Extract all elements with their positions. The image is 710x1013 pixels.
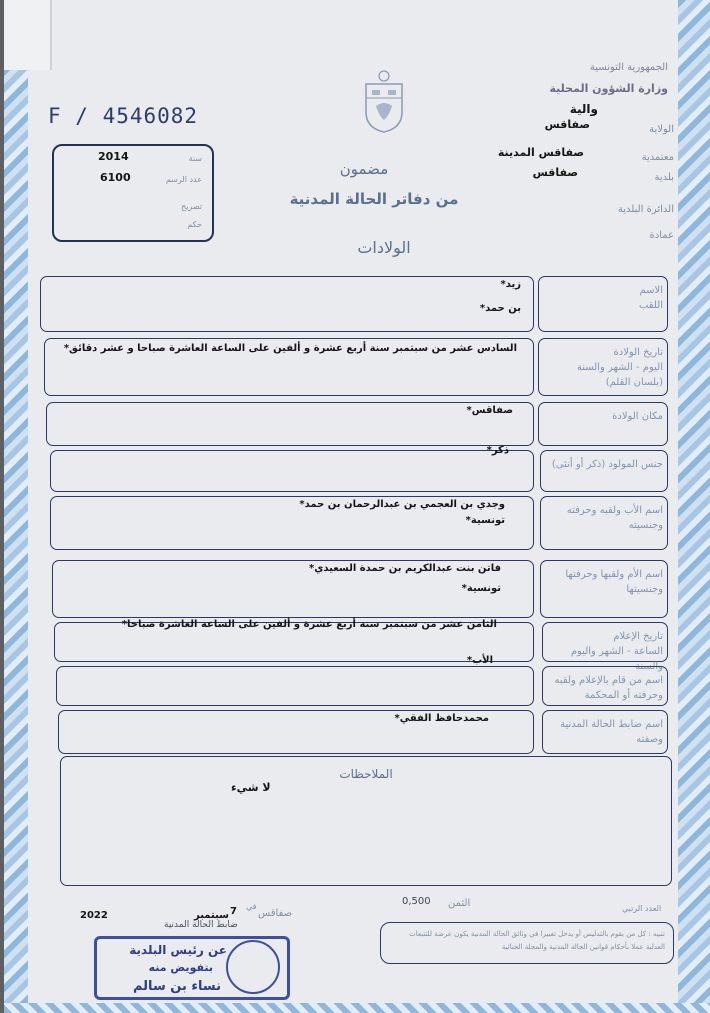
municipality-value: صفاقس [532, 166, 578, 179]
register-number-label: عدد الرسم [165, 175, 202, 184]
stamp-line2: بتفويض منه [148, 961, 213, 974]
field-label-box-declaration-date [542, 622, 668, 672]
field-label-sex: جنس المولود (ذكر أو أنثى) [551, 459, 663, 470]
birth-certificate-page [4, 0, 710, 1013]
register-year-value: 2014 [98, 150, 129, 163]
field-label-box-sex [540, 450, 668, 492]
register-box [52, 144, 214, 242]
field-label-box-declarant [542, 666, 668, 706]
legal-notice-box [380, 922, 674, 964]
field-label-name: الاسم اللقب [638, 285, 663, 311]
field-label-declaration-date: تاريخ الإعلام الساعة - الشهر واليوم والسنة [570, 631, 663, 672]
footer-date-day: 7 [230, 906, 237, 917]
register-judgment-label: حكم [187, 220, 202, 229]
field-value-mother-line2: تونسية* [461, 583, 501, 594]
delegation-label: معتمدية [641, 152, 674, 163]
field-value-name-line2: بن حمد* [479, 303, 521, 314]
decorative-border-right [678, 0, 710, 1013]
governorate-printed: والية [569, 102, 598, 116]
title-births: الولادات [357, 238, 411, 257]
stamp-line1: عن رئيس البلدية [129, 943, 227, 957]
serial-number: F / 4546082 [48, 104, 199, 128]
field-value-birth-place-line1: صفاقس* [466, 405, 513, 416]
field-label-father: اسم الأب ولقبه وحرفته وجنسيته [566, 505, 663, 531]
field-value-father-line1: وجدي بن العجمي بن عبدالرحمان بن حمد* [299, 499, 505, 510]
field-label-box-name [538, 276, 668, 332]
decorative-border-bottom [4, 1003, 710, 1013]
title-extract: مضمون [339, 160, 389, 178]
field-value-box-birth-date [44, 338, 534, 396]
governorate-value: صفاقس [544, 118, 590, 131]
field-label-birth-place: مكان الولادة [612, 411, 663, 422]
torn-corner [4, 0, 52, 70]
field-value-name-line1: زيد* [500, 279, 521, 290]
field-value-box-declaration-date [54, 619, 534, 662]
ministry-header: وزارة الشؤون المحلية [549, 82, 668, 95]
stamp-line3: نساء بن سالم [132, 979, 221, 994]
remarks-value: لا شيء [231, 781, 271, 794]
field-label-mother: اسم الأم ولقبها وحرفتها وجنسيتها [565, 569, 663, 595]
register-correction-label: تصريح [181, 202, 202, 211]
field-value-box-officer [58, 710, 534, 754]
field-value-father-line2: تونسية* [465, 515, 505, 526]
field-value-declaration-date-line1: الثامن عشر من سبتمبر سنة أربع عشرة و ألفين على الساعة العاشرة صباحا* [121, 619, 497, 630]
field-value-box-name [40, 276, 534, 332]
field-label-box-father [540, 496, 668, 550]
republic-header: الجمهورية التونسية [589, 62, 668, 73]
decorative-border-left [4, 0, 28, 1013]
municipal-seal-icon [226, 940, 280, 994]
field-value-box-mother [52, 560, 534, 618]
field-label-officer: اسم ضابط الحالة المدنية وصفته [560, 719, 663, 745]
field-label-box-birth-place [538, 402, 668, 446]
field-value-box-sex [50, 445, 534, 492]
field-value-declarant-line1: الأب* [466, 655, 493, 666]
omada-label: عمادة [649, 230, 674, 241]
title-registers: من دفاتر الحالة المدنية [289, 190, 459, 208]
remarks-heading: الملاحظات [339, 767, 393, 781]
field-label-box-birth-date [538, 338, 668, 396]
field-label-box-officer [542, 710, 668, 754]
delegation-value: صفاقس المدينة [497, 146, 584, 159]
register-number-value: 6100 [100, 171, 131, 184]
footer-officer-title: ضابط الحالة المدنية [164, 920, 238, 930]
price-label: الثمن [448, 898, 471, 909]
field-value-box-declarant [56, 655, 534, 706]
footer-date-prefix: في [246, 902, 257, 911]
footer-date-month: سبتمبر [194, 910, 230, 921]
civil-district-label: الدائرة البلدية [617, 204, 674, 215]
tunisia-coat-of-arms-icon [360, 68, 408, 134]
field-label-box-mother [540, 560, 668, 618]
footer-date-year: 2022 [80, 910, 108, 921]
field-value-box-father [50, 496, 534, 550]
governorate-label: الولاية [649, 124, 674, 135]
legal-notice-text: تنبيه : كل من يقوم بالتدليس أو يدخل تغييرا في وثائق الحالة المدنية يكون عرضة للتتبعات العدلية عملا بأحكام قوانين الحالة المدنية والمجلة الجنائية [409, 930, 665, 951]
register-year-label: سنة [188, 154, 202, 163]
remarks-box [60, 756, 672, 886]
field-value-sex-line1: ذكر* [486, 445, 509, 456]
order-number-label: العدد الرتبي [622, 904, 662, 913]
field-label-declarant: اسم من قام بالإعلام ولقبه وحرفته أو المحكمة [554, 675, 663, 701]
municipality-label: بلدية [654, 172, 674, 183]
price-value: 0,500 [402, 896, 431, 907]
field-label-birth-date: تاريخ الولادة اليوم - الشهر والسنة (بلسان القلم) [576, 347, 663, 388]
field-value-officer-line1: محمدحافظ الفقي* [394, 713, 489, 724]
footer-place: صفاقس [258, 908, 293, 919]
field-value-birth-date-line1: السادس عشر من سبتمبر سنة أربع عشرة و ألفين على الساعة العاشرة صباحا و عشر دقائق* [63, 343, 517, 354]
field-value-mother-line1: فاتن بنت عبدالكريم بن حمدة السعيدي* [309, 563, 501, 574]
field-value-box-birth-place [46, 402, 534, 446]
